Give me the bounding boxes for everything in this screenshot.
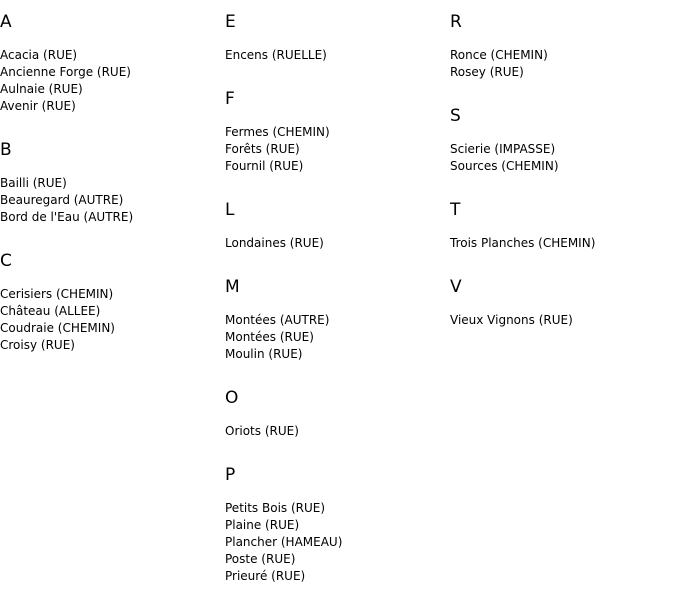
street-list [450,141,675,175]
street-link[interactable]: Prieuré (RUE) [225,569,306,583]
street-link[interactable]: Plaine (RUE) [225,518,300,532]
street-link[interactable]: Trois Planches (CHEMIN) [450,236,596,250]
street-link[interactable]: Moulin (RUE) [225,347,303,361]
letter-group-o [225,388,450,440]
street-index-column [225,0,450,610]
letter-heading: C [0,251,12,271]
street-link[interactable]: Oriots (RUE) [225,424,299,438]
letter-heading: A [0,12,12,32]
street-link[interactable]: Bailli (RUE) [0,176,67,190]
street-link[interactable]: Poste (RUE) [225,552,296,566]
street-link[interactable]: Forêts (RUE) [225,142,300,156]
street-link[interactable]: Château (ALLEE) [0,304,101,318]
street-list [0,286,225,354]
letter-heading: O [225,388,239,408]
letter-group-e [225,12,450,64]
letter-heading: L [225,200,235,220]
street-link[interactable]: Petits Bois (RUE) [225,501,326,515]
street-link[interactable]: Avenir (RUE) [0,99,76,113]
street-link[interactable]: Ronce (CHEMIN) [450,48,548,62]
street-list [225,423,450,440]
street-link[interactable]: Sources (CHEMIN) [450,159,559,173]
street-link[interactable]: Rosey (RUE) [450,65,524,79]
street-link[interactable]: Bord de l'Eau (AUTRE) [0,210,134,224]
street-list [225,47,450,64]
letter-heading: M [225,277,240,297]
letter-group-l [225,200,450,252]
street-link[interactable]: Montées (AUTRE) [225,313,330,327]
street-link[interactable]: Croisy (RUE) [0,338,75,352]
letter-group-v [450,277,675,329]
street-link[interactable]: Encens (RUELLE) [225,48,327,62]
street-list [450,235,675,252]
letter-heading: T [450,200,461,220]
street-list [0,175,225,226]
letter-heading: E [225,12,236,32]
street-list [225,124,450,175]
street-list [225,312,450,363]
street-link[interactable]: Fermes (CHEMIN) [225,125,330,139]
letter-heading: P [225,465,236,485]
street-list [450,47,675,81]
street-list [225,500,450,585]
street-link[interactable]: Coudraie (CHEMIN) [0,321,115,335]
letter-heading: R [450,12,462,32]
street-index-column [0,0,225,379]
street-link[interactable]: Aulnaie (RUE) [0,82,83,96]
letter-group-a [0,12,225,115]
street-link[interactable]: Beauregard (AUTRE) [0,193,124,207]
street-list [225,235,450,252]
letter-heading: B [0,140,12,160]
street-list [450,312,675,329]
street-link[interactable]: Scierie (IMPASSE) [450,142,556,156]
letter-group-f [225,89,450,175]
street-list [0,47,225,115]
street-link[interactable]: Plancher (HAMEAU) [225,535,343,549]
street-link[interactable]: Ancienne Forge (RUE) [0,65,131,79]
letter-group-b [0,140,225,226]
letter-heading: S [450,106,461,126]
letter-heading: V [450,277,462,297]
street-link[interactable]: Vieux Vignons (RUE) [450,313,573,327]
street-index-column [450,0,675,354]
street-link[interactable]: Acacia (RUE) [0,48,78,62]
letter-group-c [0,251,225,354]
letter-group-r [450,12,675,81]
letter-group-m [225,277,450,363]
letter-heading: F [225,89,235,109]
letter-group-s [450,106,675,175]
street-link[interactable]: Fournil (RUE) [225,159,304,173]
street-link[interactable]: Montées (RUE) [225,330,314,344]
letter-group-p [225,465,450,585]
street-link[interactable]: Londaines (RUE) [225,236,324,250]
street-link[interactable]: Cerisiers (CHEMIN) [0,287,114,301]
letter-group-t [450,200,675,252]
